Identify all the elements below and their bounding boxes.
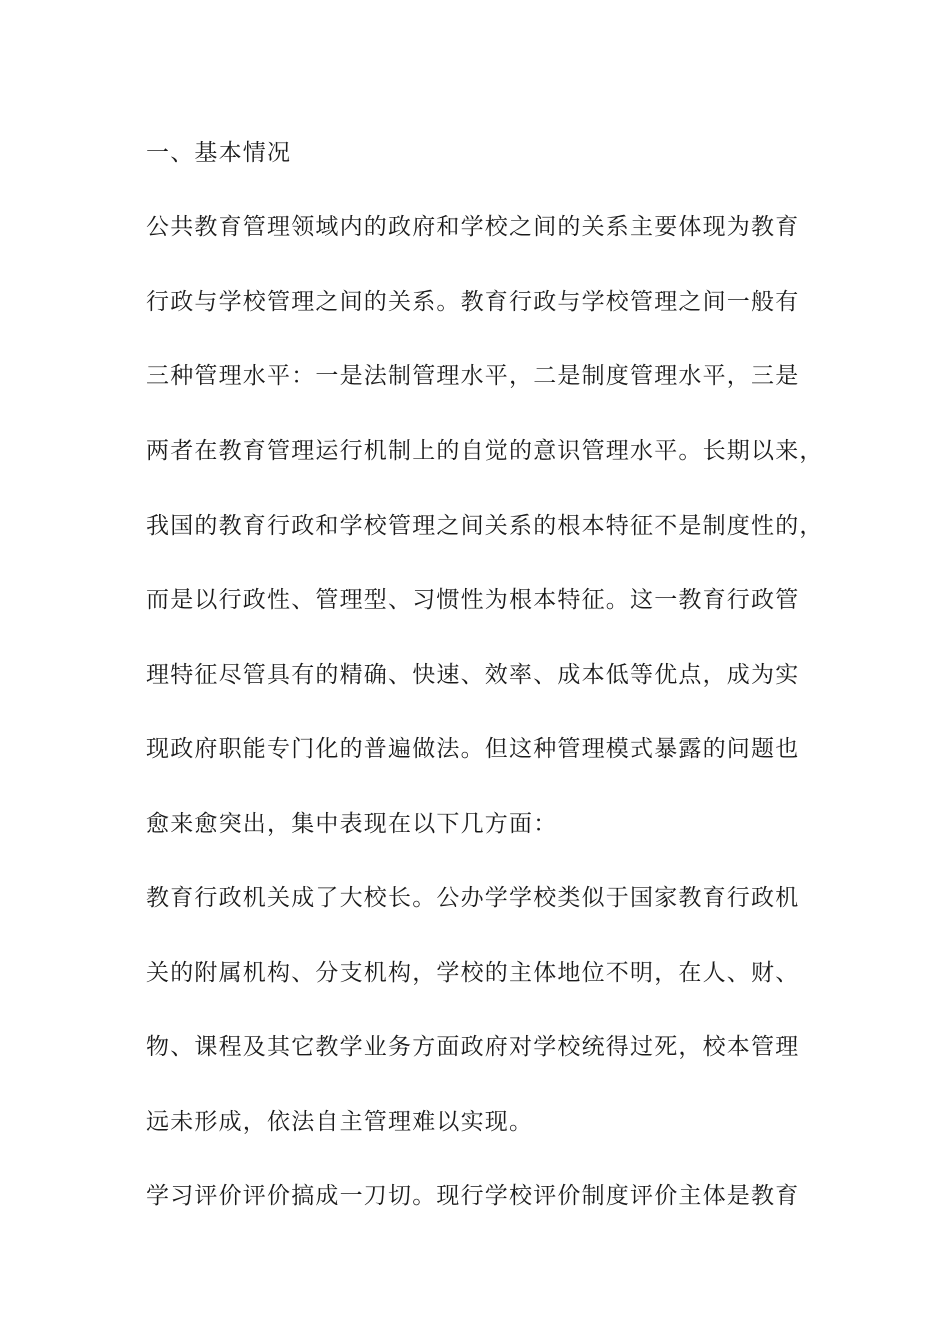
paragraph-line: 行政与学校管理之间的关系。教育行政与学校管理之间一般有	[146, 289, 800, 315]
paragraph-line: 学习评价评价搞成一刀切。现行学校评价制度评价主体是教育	[146, 1183, 800, 1209]
paragraph-line: 而是以行政性、管理型、习惯性为根本特征。这一教育行政管	[146, 587, 800, 613]
paragraph-line: 物、课程及其它教学业务方面政府对学校统得过死，校本管理	[146, 1034, 800, 1060]
section-heading: 一、基本情况	[146, 140, 292, 166]
paragraph-line: 公共教育管理领域内的政府和学校之间的关系主要体现为教育	[146, 214, 800, 240]
paragraph-line: 我国的教育行政和学校管理之间关系的根本特征不是制度性的，	[146, 513, 824, 539]
paragraph-line: 三种管理水平：一是法制管理水平，二是制度管理水平，三是	[146, 363, 800, 389]
paragraph-line: 理特征尽管具有的精确、快速、效率、成本低等优点，成为实	[146, 662, 800, 688]
paragraph-line: 两者在教育管理运行机制上的自觉的意识管理水平。长期以来，	[146, 438, 824, 464]
paragraph-line: 现政府职能专门化的普遍做法。但这种管理模式暴露的问题也	[146, 736, 800, 762]
paragraph-line: 愈来愈突出，集中表现在以下几方面：	[146, 811, 558, 837]
paragraph-line: 远未形成，依法自主管理难以实现。	[146, 1109, 534, 1135]
paragraph-line: 关的附属机构、分支机构，学校的主体地位不明，在人、财、	[146, 960, 800, 986]
paragraph-line: 教育行政机关成了大校长。公办学学校类似于国家教育行政机	[146, 885, 800, 911]
